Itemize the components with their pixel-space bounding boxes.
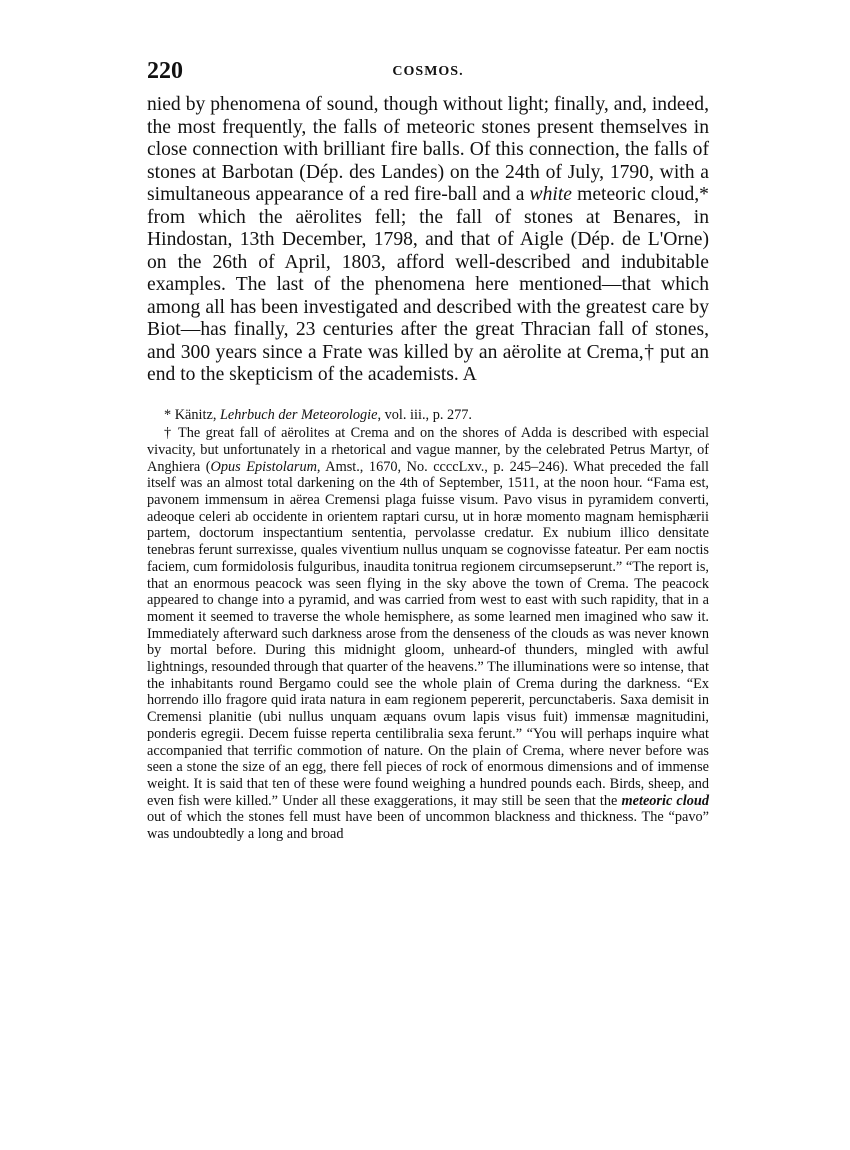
footnote-2 xyxy=(147,425,709,843)
footnote-2-text-a: † The great fall of aërolites at Crema and on the shores of Adda is described with especial vivacity, but unfortunately in a rhetorical and vague manner, by the celebrated Petrus Martyr, of Anghiera ( xyxy=(147,425,709,475)
book-page xyxy=(147,56,709,843)
emphasis-white: white xyxy=(529,184,572,205)
main-text-part-1: nied by phenomena of sound, though without light; finally, and, indeed, the most frequently, the falls of meteoric stones present themselves in close connection with brilliant fire balls. Of this connection, the falls of stones at Barbotan (Dép. des Landes) on the 24th of July, 1790, with a simultaneous appearance of a red fire-ball and a xyxy=(147,94,709,205)
main-text-part-2: meteoric cloud,* from which the aërolites fell; the fall of stones at Benares, in Hindostan, 13th December, 1798, and that of Aigle (Dép. de L'Orne) on the 26th of April, 1803, afford well-described and indubitable examples. The last of the phenomena here mentioned—that which among all has been investigated and described with the greatest care by Biot—has finally, 23 centuries after the great Thracian fall of stones, and 300 years since a Frate was killed by an aërolite at Crema,† put an end to the skepticism of the academists. A xyxy=(147,184,709,385)
page-number: 220 xyxy=(147,58,183,84)
footnote-2-book-title: Opus Epistolarum xyxy=(210,458,317,475)
main-paragraph xyxy=(147,94,709,387)
footnote-1-book-title: Lehrbuch der Meteorologie xyxy=(219,406,378,423)
running-title: COSMOS. xyxy=(392,64,464,79)
footnotes xyxy=(147,407,709,843)
footnote-2-text-b: , Amst., 1670, No. ccccLxv., p. 245–246). What preceded the fall itself was an almost total darkening on the 4th of September, 1511, at the noon hour. “Fama est, pavonem immensum in aërea Cremensi plaga fuisse visum. Pavo visus in pyramidem converti, adeoque celeri ab occidente in orientem raptari cursu, ut in horæ momento magnam hemisphærii partem, doctorum inspectantium sententia, pervolasse credatur. Ex nubium illico densitate tenebras ferunt surrexisse, quales viventium nullus unquam se cognovisse fateatur. Per eam noctis faciem, cum formidolosis fulguribus, inaudita tonitrua regionem circumsepserunt.” “The report is, that an enormous peacock was seen flying in the sky above the town of Crema. The peacock appeared to change into a pyramid, and was carried from west to east with such rapidity, that in a moment it seemed to traverse the whole hemisphere, as some learned men imagined who saw it. Immediately afterward such darkness arose from the denseness of the clouds as was never known by mortal before. During this midnight gloom, unheard-of thunders, mingled with awful lightnings, resounded through that quarter of the heavens.” The illuminations were so intense, that the inhabitants round Bergamo could see the whole plain of Crema during the darkness. “Ex horrendo illo fragore quid irata natura in eam regionem pepererit, percunctaberis. Saxa demisit in Cremensi planitie (ubi nullus unquam æquans ovum lapis visus fuit) immensæ magnitudini, ponderis egregii. Decem fuisse reperta centilibralia sexa ferunt.” “You will perhaps inquire what accompanied that terrific commotion of nature. On the plain of Crema, where never before was seen a stone the size of an egg, there fell pieces of rock of enormous dimensions and of immense weight. It is said that ten of these were found weighing a hundred pounds each. Birds, sheep, and even fish were killed.” Under all these exaggerations, it may still be seen that the xyxy=(147,458,709,809)
footnote-2-meteoric-cloud: meteoric cloud xyxy=(621,792,709,809)
footnote-1-text-a: * Känitz, xyxy=(164,406,220,423)
footnote-2-text-c: out of which the stones fell must have been of uncommon blackness and thickness. The “pavo” was undoubtedly a long and broad xyxy=(147,809,709,843)
footnote-1-text-b: , vol. iii., p. 277. xyxy=(377,406,473,423)
running-head xyxy=(147,56,709,90)
footnote-1 xyxy=(147,407,709,424)
